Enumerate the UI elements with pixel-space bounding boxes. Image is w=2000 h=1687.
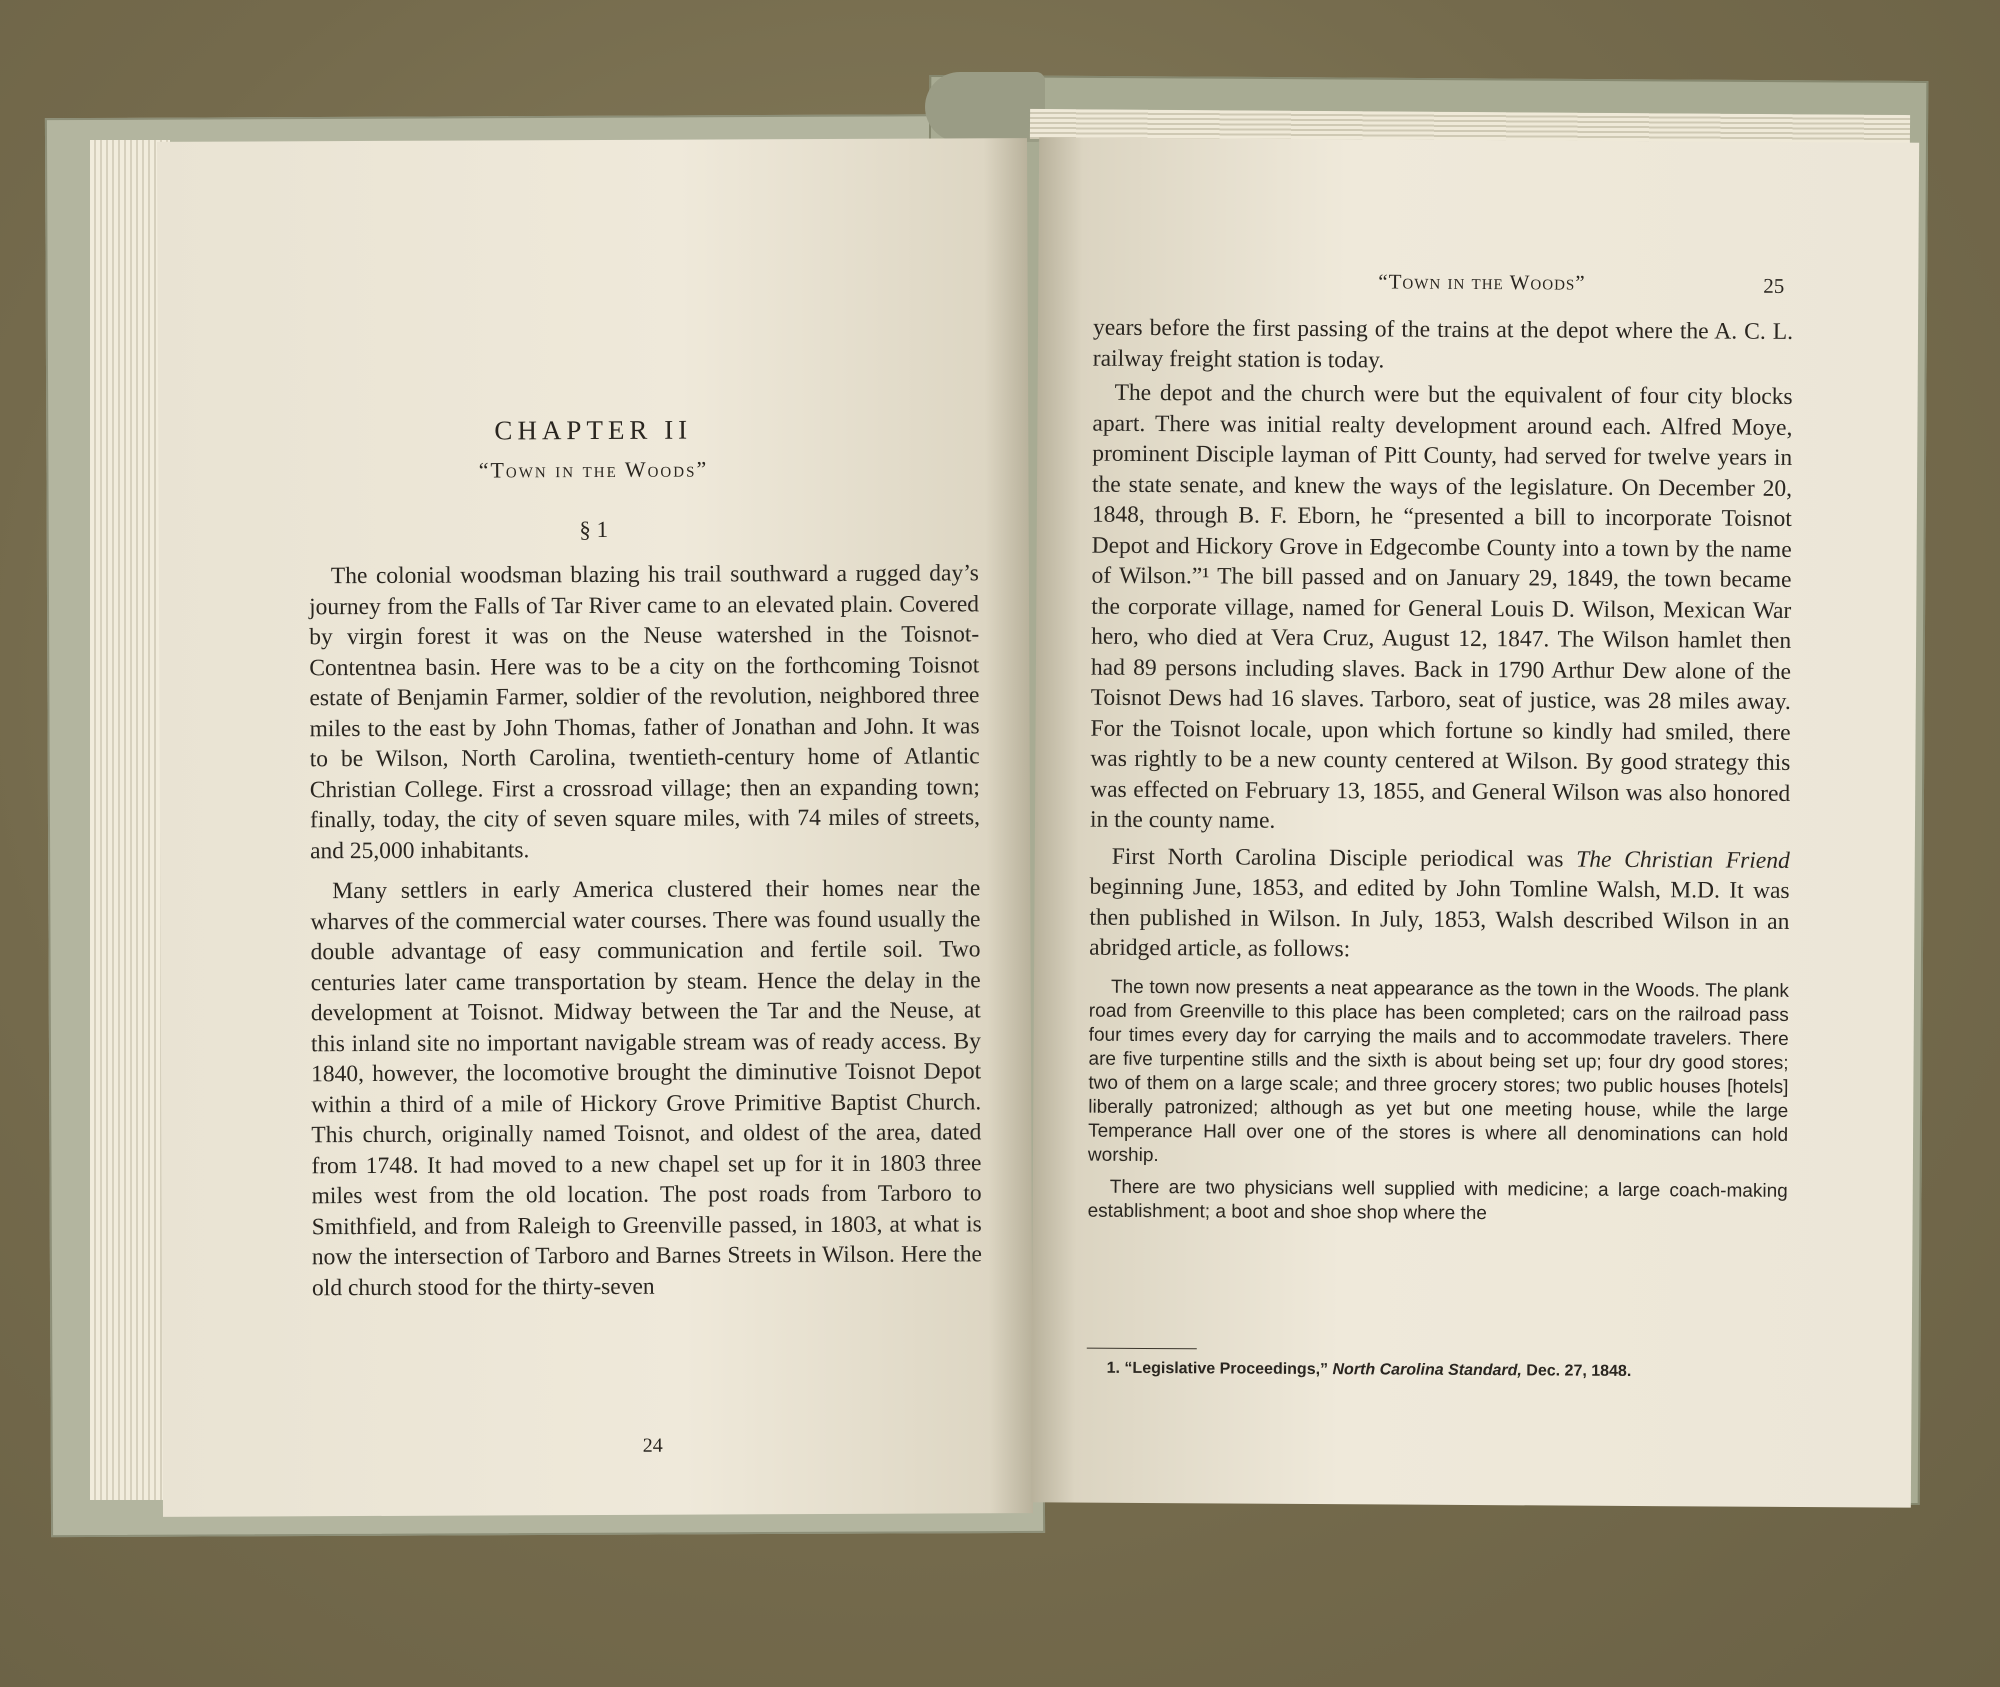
chapter-subtitle: “Town in the Woods” <box>478 456 709 483</box>
block-quote-1: The town now presents a neat appearance as the town in the Woods. The plank road from Greenville to this place has been completed; cars on the railroad pass four times every day for carrying the mails and to accommodate travelers. There are five turpentine stills and the sixth is about being set up; four dry good stores; two of them on a large scale; and three grocery stores; two public houses [hotels] liberally patronized; although as yet but one meeting house, while the large Temperance Hall over one of the stores is where all denominations can hold worship. <box>1087 976 1790 1166</box>
left-page <box>157 138 1033 1517</box>
left-paragraph-1: The colonial woodsman blazing his trail southward a rugged day’s journey from the Falls of Tar River came to an elevated plain. Covered by virgin forest it was on the Neuse watershed in the Toisnot-Contentnea basin. Here was to be a city on the forthcoming Toisnot estate of Benjamin Farmer, soldier of the revolution, neighbored three miles to the east by John Thomas, father of Jonathan and John. It was to be Wilson, North Carolina, twentieth-century home of Atlantic Christian College. First a crossroad village; then an expanding town; finally, today, the city of seven square miles, with 74 miles of streets, and 25,000 inhabitants. <box>308 560 981 864</box>
footnote: 1. “Legislative Proceedings,” North Carolina Standard, Dec. 27, 1848. <box>1106 1359 1632 1380</box>
left-page-number: 24 <box>642 1434 663 1457</box>
right-page-number: 25 <box>1763 273 1785 298</box>
block-quote-2: There are two physicians well supplied with medicine; a large coach-making establishment; a boot and shoe shop where the <box>1087 1176 1788 1224</box>
chapter-title: CHAPTER II <box>494 414 693 446</box>
right-paragraph-2: The depot and the church were but the equivalent of four city blocks apart. There was initial realty development around each. Alfred Moye, prominent Disciple layman of Pitt County, had served for twelve years in the state senate, and knew the ways of the legislature. On December 20, 1848, through B. F. Eborn, he “presented a bill to incorporate Toisnot Depot and Hickory Grove in Edgecombe County into a town by the name of Wilson.”¹ The bill passed and on January 29, 1849, the town became the corporate village, named for General Louis D. Wilson, Mexican War hero, who died at Vera Cruz, August 12, 1847. The Wilson hamlet then had 89 persons including slaves. Back in 1790 Arthur Dew alone of the Toisnot Dews had 16 slaves. Tarboro, seat of justice, was 28 miles away. For the Toisnot locale, upon which fortune so kindly had smiled, there was rightly to be a new county centered at Wilson. By good strategy this was effected on February 13, 1855, and General Wilson was also honored in the county name. <box>1089 379 1793 834</box>
running-head: “Town in the Woods” <box>1378 269 1586 295</box>
right-page <box>1031 137 1919 1507</box>
right-paragraph-1: years before the first passing of the trains at the depot where the A. C. L. railway freight station is today. <box>1092 314 1794 373</box>
periodical-title: The Christian Friend <box>1576 846 1790 874</box>
section-marker: § 1 <box>579 516 609 543</box>
right-paragraph-3: First North Carolina Disciple periodical was The Christian Friend beginning June, 1853, and edited by John Tomline Walsh, M.D. It was then published in Wilson. In July, 1853, Walsh described Wilson in an abridged article, as follows: <box>1089 843 1790 963</box>
footnote-rule <box>1087 1348 1197 1350</box>
book-spine-top <box>925 72 1045 142</box>
left-paragraph-2: Many settlers in early America clustered their homes near the wharves of the commercial water courses. There was found usually the double advantage of easy communication and fertile soil. Two centuries later came transportation by steam. Hence the delay in the development at Toisnot. Midway between the Tar and the Neuse, at this inland site no important navigable stream was of ready access. By 1840, however, the locomotive brought the diminutive Toisnot Depot within a third of a mile of Hickory Grove Primitive Baptist Church. This church, originally named Toisnot, and oldest of the area, dated from 1748. It had moved to a new chapel set up for it in 1803 three miles west from the old location. The post roads from Tarboro to Smithfield, and from Raleigh to Greenville passed, in 1803, at what is now the intersection of Tarboro and Barnes Streets in Wilson. Here the old church stood for the thirty-seven <box>310 875 982 1301</box>
